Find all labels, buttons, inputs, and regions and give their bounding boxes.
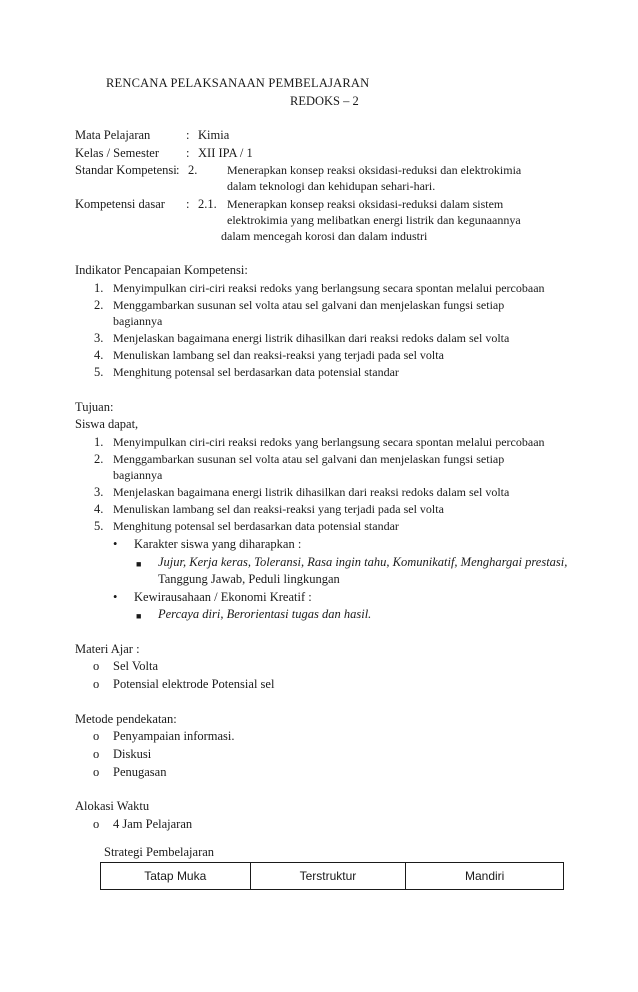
kelas-label: Kelas / Semester: [75, 146, 160, 160]
list-item: 4 Jam Pelajaran: [113, 817, 193, 831]
list-item: Menggambarkan susunan sel volta atau sel galvani dan menjelaskan fungsi setiap: [113, 298, 505, 312]
metode-heading: Metode pendekatan:: [75, 712, 177, 726]
square-bullet-icon: ■: [136, 559, 142, 569]
strategi-table: [100, 862, 564, 890]
karakter-values: Jujur, Kerja keras, Toleransi, Rasa ingin tahu, Komunikatif, Menghargai prestasi,: [158, 555, 568, 569]
list-item: bagiannya: [113, 314, 163, 328]
table-header-cell: Terstruktur: [250, 863, 406, 890]
list-number: 3.: [94, 331, 104, 345]
table-header-cell: Tatap Muka: [101, 863, 251, 890]
bullet-icon: •: [113, 537, 118, 551]
list-item: Sel Volta: [113, 659, 159, 673]
list-number: 3.: [94, 485, 104, 499]
list-item: Penyampaian informasi.: [113, 729, 235, 743]
colon: :: [176, 163, 180, 177]
kompetensi-dasar-number: 2.1.: [198, 197, 217, 211]
mata-pelajaran-value: Kimia: [198, 128, 230, 142]
list-item: Menuliskan lambang sel dan reaksi-reaksi yang terjadi pada sel volta: [113, 502, 444, 516]
standar-kompetensi-desc: dalam teknologi dan kehidupan sehari-hari.: [227, 179, 436, 193]
list-item: Potensial elektrode Potensial sel: [113, 677, 275, 691]
list-item: Menjelaskan bagaimana energi listrik dihasilkan dari reaksi redoks dalam sel volta: [113, 331, 510, 345]
standar-kompetensi-label: Standar Kompetensi: [75, 163, 177, 177]
table-header-cell: Mandiri: [406, 863, 564, 890]
alokasi-heading: Alokasi Waktu: [75, 799, 150, 813]
circle-bullet-icon: o: [93, 747, 100, 761]
circle-bullet-icon: o: [93, 659, 100, 673]
circle-bullet-icon: o: [93, 677, 100, 691]
list-item: Menuliskan lambang sel dan reaksi-reaksi yang terjadi pada sel volta: [113, 348, 444, 362]
list-item: Diskusi: [113, 747, 152, 761]
list-item: bagiannya: [113, 468, 163, 482]
list-item: Penugasan: [113, 765, 167, 779]
tujuan-intro: Siswa dapat,: [75, 417, 139, 431]
list-item: Menyimpulkan ciri-ciri reaksi redoks yang berlangsung secara spontan melalui percobaan: [113, 281, 545, 295]
list-number: 1.: [94, 435, 104, 449]
list-item: Menghitung potensal sel berdasarkan data potensial standar: [113, 365, 399, 379]
kelas-value: XII IPA / 1: [198, 146, 253, 160]
karakter-values: Tanggung Jawab, Peduli lingkungan: [158, 572, 340, 586]
list-number: 4.: [94, 502, 104, 516]
list-number: 2.: [94, 298, 104, 312]
list-number: 1.: [94, 281, 104, 295]
kompetensi-dasar-desc: elektrokimia yang melibatkan energi listrik dan kegunaannya: [227, 213, 521, 227]
list-number: 2.: [94, 452, 104, 466]
kompetensi-dasar-desc: dalam mencegah korosi dan dalam industri: [221, 229, 428, 243]
tujuan-heading: Tujuan:: [75, 400, 114, 414]
list-number: 5.: [94, 365, 104, 379]
list-item: Menyimpulkan ciri-ciri reaksi redoks yang berlangsung secara spontan melalui percobaan: [113, 435, 545, 449]
karakter-label: Karakter siswa yang diharapkan :: [134, 537, 302, 551]
kompetensi-dasar-label: Kompetensi dasar: [75, 197, 165, 211]
colon: :: [186, 128, 190, 142]
list-item: Menghitung potensal sel berdasarkan data potensial standar: [113, 519, 399, 533]
materi-heading: Materi Ajar :: [75, 642, 140, 656]
circle-bullet-icon: o: [93, 765, 100, 779]
document-title: RENCANA PELAKSANAAN PEMBELAJARAN: [106, 76, 370, 90]
list-number: 4.: [94, 348, 104, 362]
document-subtitle: REDOKS – 2: [290, 94, 359, 108]
indikator-heading: Indikator Pencapaian Kompetensi:: [75, 263, 248, 277]
kompetensi-dasar-desc: Menerapkan konsep reaksi oksidasi-reduksi dalam sistem: [227, 197, 504, 211]
bullet-icon: •: [113, 590, 118, 604]
list-item: Menjelaskan bagaimana energi listrik dihasilkan dari reaksi redoks dalam sel volta: [113, 485, 510, 499]
mata-pelajaran-label: Mata Pelajaran: [75, 128, 151, 142]
kewirausahaan-values: Percaya diri, Berorientasi tugas dan hasil.: [158, 607, 372, 621]
standar-kompetensi-desc: Menerapkan konsep reaksi oksidasi-reduksi dan elektrokimia: [227, 163, 522, 177]
colon: :: [186, 197, 190, 211]
kewirausahaan-label: Kewirausahaan / Ekonomi Kreatif :: [134, 590, 312, 604]
standar-kompetensi-number: 2.: [188, 163, 198, 177]
circle-bullet-icon: o: [93, 817, 100, 831]
circle-bullet-icon: o: [93, 729, 100, 743]
table-row: [101, 863, 564, 890]
square-bullet-icon: ■: [136, 611, 142, 621]
list-number: 5.: [94, 519, 104, 533]
list-item: Menggambarkan susunan sel volta atau sel galvani dan menjelaskan fungsi setiap: [113, 452, 505, 466]
colon: :: [186, 146, 190, 160]
strategi-heading: Strategi Pembelajaran: [104, 845, 215, 859]
